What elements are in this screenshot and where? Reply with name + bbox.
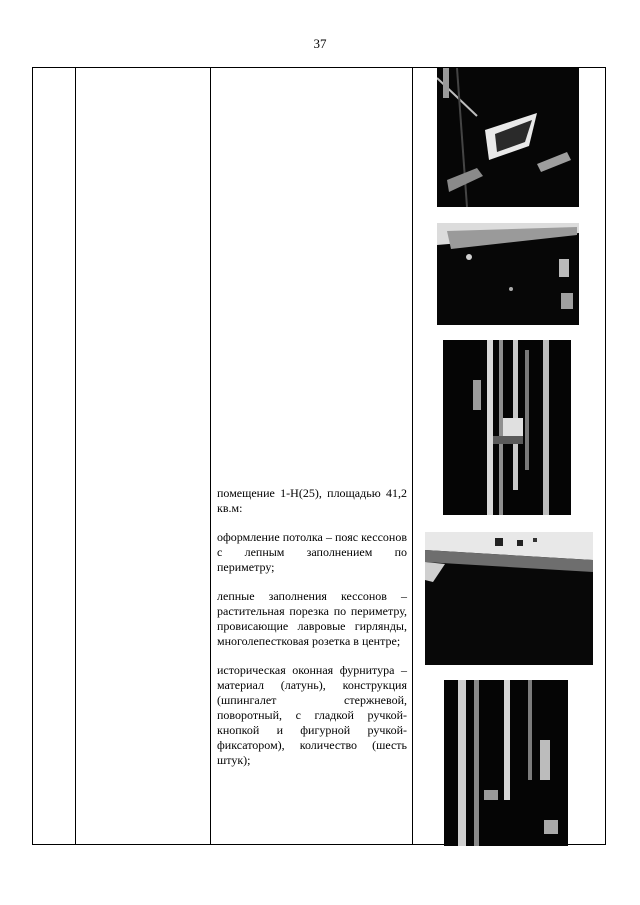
room-heading: помещение 1-Н(25), площадью 41,2 кв.м:: [217, 486, 407, 515]
document-table: [32, 67, 606, 845]
stucco-description: лепные заполнения кессонов – растительная порезка по периметру, провисающие лавровые гирлянды, многолепестковая розетка в центре;: [217, 589, 407, 648]
column-divider: [210, 68, 211, 844]
window-hardware-photo: [444, 680, 568, 846]
window-hardware-description: историческая оконная фурнитура – материал (латунь), конструкция (шпингалет стержневой, поворотный, с гладкой ручкой-кнопкой и фигурной ручкой-фиксатором), количество (шесть штук);: [217, 663, 407, 767]
ceiling-photo: [437, 68, 579, 207]
description-cell: [217, 486, 407, 782]
page-number: 37: [313, 36, 327, 51]
ceiling-description: оформление потолка – пояс кессонов с лепным заполнением по периметру;: [217, 530, 407, 574]
ceiling-photo: [437, 223, 579, 325]
column-divider: [75, 68, 76, 844]
window-photo: [443, 340, 571, 515]
column-divider: [412, 68, 413, 844]
ceiling-photo: [425, 532, 593, 665]
